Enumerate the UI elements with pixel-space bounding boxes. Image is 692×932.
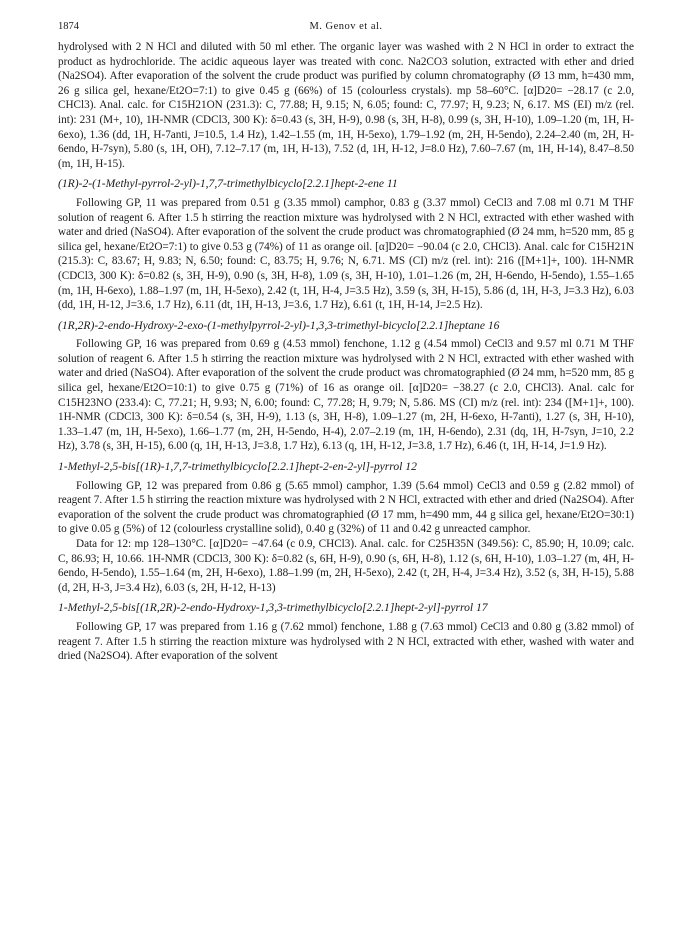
journal-page xyxy=(58,18,634,664)
paragraph-data-12: Data for 12: mp 128–130°C. [α]D20= −47.64 (c 0.9, CHCl3). Anal. calc. for C25H35N (349.56): C, 85.90; H, 10.09; calc. C, 86.93; H, 10.66. 1H-NMR (CDCl3, 300 K): δ=0.82 (s, 6H, H-9), 0.90 (s, 6H, H-8), 1.12 (s, 6H, H-10), 1.03–1.27 (m, 4H, H-6endo, H-5endo), 1.55–1.64 (m, 2H, H-6exo), 1.88–1.99 (m, 2H, H-5exo), 2.42 (t, 2H, H-4, J=3.4 Hz), 3.52 (s, 3H, H-15), 5.88 (d, 2H, H-3, J=3.4 Hz), 6.03 (s, 2H, H-12, H-13) xyxy=(58,538,634,594)
paragraph-compound-16: Following GP, 16 was prepared from 0.69 g (4.53 mmol) fenchone, 1.12 g (4.54 mmol) CeCl3 and 9.57 ml 0.71 M THF solution of reagent 6. After 1.5 h stirring the reaction mixture was hydrolysed with 2 N HCl, extracted with ether washed with water and dried (NaSO4). After evaporation of the solvent the crude product was chromatographied (Ø 24 mm, h=520 mm, 85 g silica gel, hexane/Et2O=10:1) to give 0.75 g (71%) of 16 as orange oil. [α]D20= −38.27 (c 2.0, CHCl3). Anal. calc for C15H23NO (233.4): C, 77.21; H, 9.93; N, 6.00; found: C, 77.28; H, 9.79; N, 5.86. MS (CI) m/z (rel. int): 234 ([M+1]+, 100). 1H-NMR (CDCl3, 300 K): δ=0.54 (s, 3H, H-9), 1.13 (s, 3H, H-8), 1.09–1.27 (m, 2H, H-6exo, H-7anti), 1.27 (s, 3H, H-10), 1.33–1.47 (m, 1H, H-5exo), 1.66–1.77 (m, 2H, H-5endo, H-4), 2.07–2.19 (m, 1H, H-6endo), 2.31 (dq, 1H, H-7syn, J=10, 2.2 Hz), 3.78 (s, 3H, H-15), 6.00 (q, 1H, H-13, J=3.8, 1.7 Hz), 6.13 (q, 1H, H-12, J=3.8, 1.7 Hz), 6.46 (t, 1H, H-14, J=1.9 Hz). xyxy=(58,338,634,453)
paragraph-compound-15-continued: hydrolysed with 2 N HCl and diluted with 50 ml ether. The organic layer was washed with 2 N HCl in order to extract the product as hydrochloride. The acidic aqueous layer was treated with conc. Na2CO3 solution, extracted with ether and dried (Na2SO4). After evaporation of the solvent the crude product was purified by column chromatography (Ø 13 mm, h=430 mm, 26 g silica gel, hexane/Et2O=7:1) to give 0.45 g (66%) of 15 (colourless crystals). mp 58–60°C. [α]D20= −28.17 (c 2.0, CHCl3). Anal. calc. for C15H21ON (231.3): C, 77.88; H, 9.15; N, 6.05; found: C, 77.97; H, 9.23; N, 6.17. MS (EI) m/z (rel. int): 231 (M+, 10), 1H-NMR (CDCl3, 300 K): δ=0.43 (s, 3H, H-9), 0.98 (s, 3H, H-8), 0.99 (s, 3H, H-10), 1.09–1.20 (m, 1H, H-6exo), 1.36 (dd, 1H, H-7anti, J=10.5, 1.4 Hz), 1.42–1.55 (m, 1H, H-5exo), 1.79–1.92 (m, 2H, H-5endo), 2.24–2.40 (m, 2H, H-6endo, H-7syn), 5.80 (s, 1H, OH), 7.12–7.17 (m, 1H, H-13), 7.52 (d, 1H, H-12, J=8.0 Hz), 7.60–7.67 (m, 1H, H-14), 8.47–8.50 (m, 1H, H-15). xyxy=(58,41,634,170)
page-number: 1874 xyxy=(58,21,79,32)
running-head xyxy=(58,18,634,40)
paragraph-compound-12: Following GP, 12 was prepared from 0.86 g (5.65 mmol) camphor, 1.39 (5.64 mmol) CeCl3 and 0.59 g (2.82 mmol) of reagent 7. After 1.5 h stirring the reaction mixture was hydrolysed with 2 N HCl, extracted with ether and dried (Na2SO4). After evaporation of the solvent the crude product was chromatographied (Ø 17 mm, h=490 mm, 44 g silica gel, hexane/Et2O=30:1) to give 0.05 g (5%) of 12 (colourless crystalline solid), 0.40 g (32%) of 11 and 0.42 g unreacted camphor. xyxy=(58,479,634,536)
paragraph-compound-17: Following GP, 17 was prepared from 1.16 g (7.62 mmol) fenchone, 1.88 g (7.63 mmol) CeCl3 and 0.80 g (3.82 mmol) of reagent 7. After 1.5 h stirring the reaction mixture was hydrolysed with 2 N HCl, extracted with ether, washed with water and dried (Na2SO4). After evaporation of the solvent xyxy=(58,620,634,663)
heading-compound-11: (1R)-2-(1-Methyl-pyrrol-2-yl)-1,7,7-trimethylbicyclo[2.2.1]hept-2-ene 11 xyxy=(58,177,398,191)
heading-compound-12: 1-Methyl-2,5-bis[(1R)-1,7,7-trimethylbicyclo[2.2.1]hept-2-en-2-yl]-pyrrol 12 xyxy=(58,460,417,474)
running-author: M. Genov et al. xyxy=(309,21,383,32)
heading-compound-16: (1R,2R)-2-endo-Hydroxy-2-exo-(1-methylpyrrol-2-yl)-1,3,3-trimethyl-bicyclo[2.2.1]heptane 16 xyxy=(58,318,500,332)
heading-compound-17: 1-Methyl-2,5-bis[(1R,2R)-2-endo-Hydroxy-1,3,3-trimethylbicyclo[2.2.1]hept-2-yl]-pyrrol 17 xyxy=(58,601,488,615)
paragraph-compound-11: Following GP, 11 was prepared from 0.51 g (3.35 mmol) camphor, 0.83 g (3.37 mmol) CeCl3 and 7.08 ml 0.71 M THF solution of reagent 6. After 1.5 h stirring the reaction mixture was hydrolysed with 2 N HCl, extracted with ether washed with water and dried (NaSO4). After evaporation of the solvent the crude product was chromatographied (Ø 24 mm, h=520 mm, 85 g silica gel, hexane/Et2O=7:1) to give 0.53 g (74%) of 11 as orange oil. [α]D20= −90.04 (c 2.0, CHCl3). Anal. calc for C15H21N (215.3): C, 83.67; H, 9.83; N, 6.50; found: C, 83.75; H, 9.76; N, 6.71. MS (CI) m/z (rel. int): 216 ([M+1]+, 100). 1H-NMR (CDCl3, 300 K): δ=0.82 (s, 3H, H-9), 0.90 (s, 3H, H-8), 1.09 (s, 3H, H-10), 1.01–1.26 (m, 2H, H-6endo, H-5endo), 1.55–1.65 (m, 1H, H-6exo), 1.88–1.97 (m, 1H, H-5exo), 2.42 (t, 1H, H-4, J=3.5 Hz), 3.59 (s, 3H, H-15), 5.86 (d, 1H, H-3, J=3.3 Hz), 6.03 (dd, 1H, H-12, J=3.6, 1.7 Hz), 6.11 (dt, 1H, H-13, J=3.6, 1.7 Hz), 6.61 (t, 1H, H-14, J=2.5 Hz). xyxy=(58,196,634,312)
